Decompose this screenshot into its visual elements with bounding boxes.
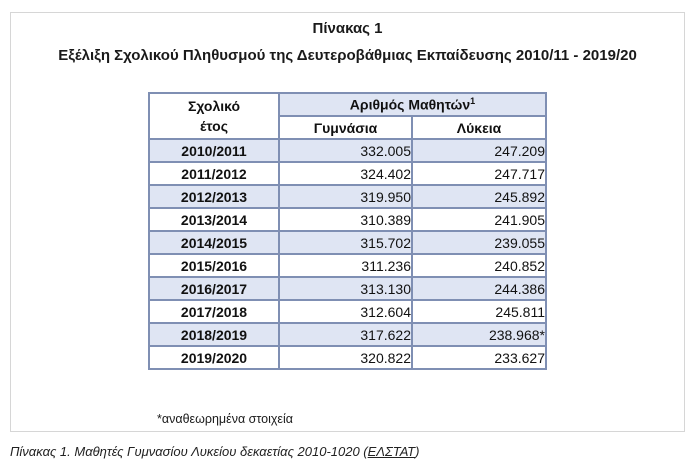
table-row [149,277,546,300]
table-row [149,300,546,323]
header-school-year-line2: έτος [199,118,228,134]
table-row [149,346,546,369]
table-row [149,323,546,346]
table-row [149,185,546,208]
cell-year: 2018/2019 [149,323,279,346]
cell-gymnasia: 332.005 [279,139,412,162]
cell-year: 2014/2015 [149,231,279,254]
cell-lykeia: 238.968* [412,323,546,346]
cell-lykeia: 241.905 [412,208,546,231]
cell-year: 2012/2013 [149,185,279,208]
caption-prefix: Πίνακας 1. Μαθητές Γυμνασίου Λυκείου δεκαετίας 2010-1020 ( [10,444,368,459]
table-row [149,231,546,254]
cell-year: 2010/2011 [149,139,279,162]
cell-lykeia: 240.852 [412,254,546,277]
cell-gymnasia: 312.604 [279,300,412,323]
header-student-count-label: Αριθμός Μαθητών [349,96,471,113]
table-row [149,162,546,185]
cell-year: 2016/2017 [149,277,279,300]
figure-caption [10,444,419,459]
table-row [149,139,546,162]
cell-year: 2017/2018 [149,300,279,323]
footnote: *αναθεωρημένα στοιχεία [157,412,293,426]
cell-lykeia: 245.811 [412,300,546,323]
cell-gymnasia: 310.389 [279,208,412,231]
cell-gymnasia: 319.950 [279,185,412,208]
cell-gymnasia: 313.130 [279,277,412,300]
cell-year: 2019/2020 [149,346,279,369]
cell-gymnasia: 324.402 [279,162,412,185]
cell-gymnasia: 315.702 [279,231,412,254]
cell-lykeia: 239.055 [412,231,546,254]
cell-lykeia: 245.892 [412,185,546,208]
table-title: Πίνακας 1 [312,20,383,37]
table-row [149,254,546,277]
cell-lykeia: 244.386 [412,277,546,300]
caption-suffix: ) [415,444,420,459]
header-school-year [149,93,279,139]
caption-source: ΕΛΣΤΑΤ [367,444,416,459]
student-population-table [148,92,547,370]
cell-year: 2011/2012 [149,162,279,185]
header-footnote-mark: 1 [470,96,476,107]
cell-gymnasia: 317.622 [279,323,412,346]
cell-gymnasia: 311.236 [279,254,412,277]
table-subtitle: Εξέλιξη Σχολικού Πληθυσμού της Δευτεροβάθμιας Εκπαίδευσης 2010/11 - 2019/20 [58,47,637,64]
table-row [149,208,546,231]
cell-gymnasia: 320.822 [279,346,412,369]
cell-lykeia: 233.627 [412,346,546,369]
cell-year: 2015/2016 [149,254,279,277]
header-lykeia: Λύκεια [412,116,546,139]
header-school-year-line1: Σχολικό [187,98,241,114]
cell-year: 2013/2014 [149,208,279,231]
header-gymnasia: Γυμνάσια [279,116,412,139]
cell-lykeia: 247.209 [412,139,546,162]
cell-lykeia: 247.717 [412,162,546,185]
header-student-count [279,93,546,116]
